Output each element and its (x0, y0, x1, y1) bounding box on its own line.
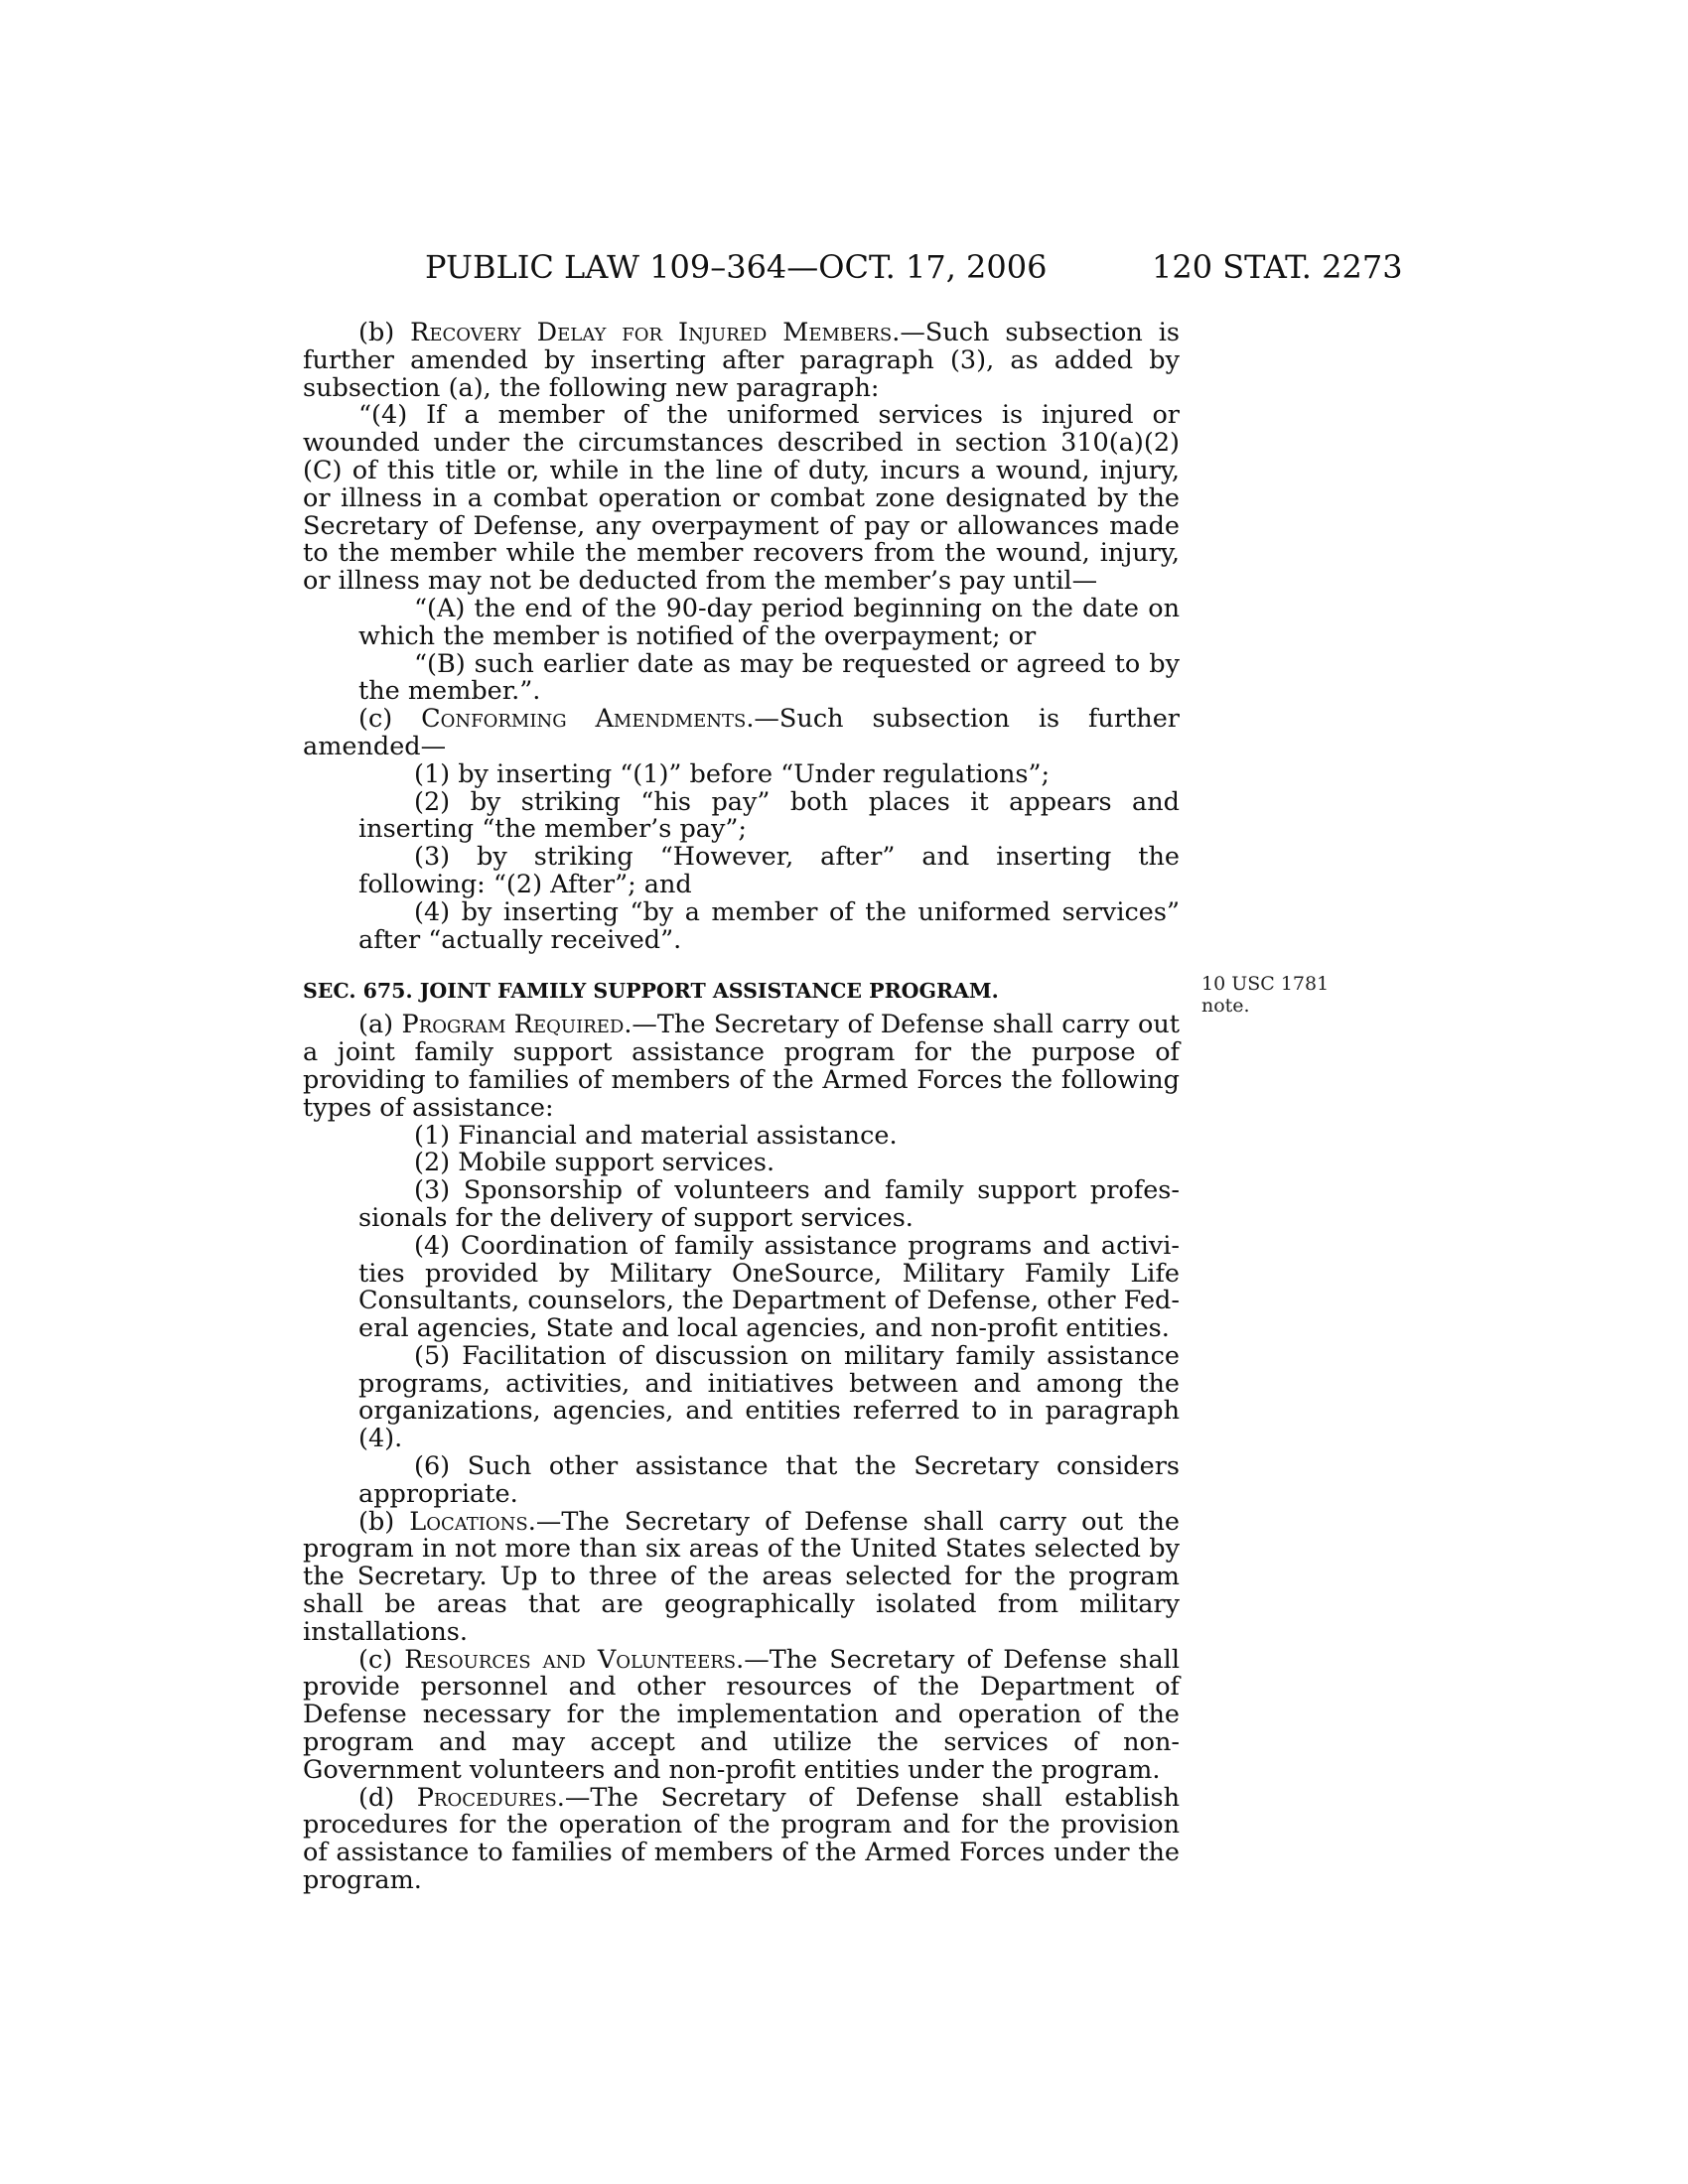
subsection-c-resources-volunteers: (c) Resources and Volunteers.—The Secretary of Defense shall provide personnel and other resources of the Department of Defense necessary for the implementation and operation of the program and may accept and utilize the services of non-Government volunteers and non-profit entities under the program. (303, 1644, 1180, 1785)
section-heading: SEC. 675. JOINT FAMILY SUPPORT ASSISTANCE PROGRAM. (303, 979, 999, 1004)
subsection-heading: Resources and Volunteers (404, 1644, 737, 1675)
subsection-c-conforming-amendments: (c) Conforming Amendments.—Such subsection is further amended— (303, 704, 1180, 761)
quoted-paragraph-4: “(4) If a member of the uniformed services is injured or wounded under the circumstances described in section 310(a)(2)(C) of this title or, while in the line of duty, incurs a wound, injury, or illness in a combat operation or combat zone designated by the Secretary of Defense, any overpayment of pay or allowances made to the member while the member recovers from the wound, injury, or illness may not be deducted from the member’s pay until— (303, 400, 1180, 597)
assistance-item-4: (4) Coordination of family assistance programs and activi- ties provided by Military OneSource, Military Family Life Consultants, counselors, the Department of Defense, other Fed- eral agencies, State and local agencies, and non-profit entities. (358, 1230, 1180, 1344)
running-header-title: PUBLIC LAW 109–364—OCT. 17, 2006 (425, 248, 1048, 286)
subsection-heading: Program Required (401, 1010, 625, 1040)
subsection-a-program-required: (a) Program Required.—The Secretary of Defense shall carry out a joint family support assistance program for the purpose of providing to families of members of the Armed Forces the following types of assistance: (303, 1010, 1180, 1123)
subsection-heading: Locations (409, 1506, 528, 1537)
margin-note-citation: 10 USC 1781 (1201, 973, 1330, 995)
amendment-item-1: (1) by inserting “(1)” before “Under regulations”; (414, 758, 1051, 789)
quoted-subparagraph-b: “(B) such earlier date as may be requested or agreed to by the member.”. (358, 648, 1180, 707)
assistance-item-2: (2) Mobile support services. (414, 1148, 775, 1178)
quoted-subparagraph-a: “(A) the end of the 90-day period beginning on the date on which the member is notified of the overpayment; or (358, 593, 1180, 651)
amendment-item-3: (3) by striking “However, after” and inserting the following: “(2) After”; and (358, 842, 1180, 899)
assistance-item-3: (3) Sponsorship of volunteers and family support profes- sionals for the delivery of support services. (358, 1175, 1180, 1233)
assistance-item-5: (5) Facilitation of discussion on military family assistance programs, activities, and initiatives between and among the organizations, agencies, and entities referred to in paragraph (4). (358, 1340, 1180, 1454)
subsection-d-procedures: (d) Procedures.—The Secretary of Defense shall establish procedures for the operation of the program and for the provision of assistance to families of members of the Armed Forces under the program. (303, 1782, 1181, 1896)
amendment-item-4: (4) by inserting “by a member of the uniformed services” after “actually received”. (358, 896, 1180, 955)
running-header-page-number: 120 STAT. 2273 (1152, 248, 1403, 286)
assistance-item-1: (1) Financial and material assistance. (414, 1120, 898, 1151)
subsection-heading: Recovery Delay for Injured Members (410, 318, 893, 347)
amendment-item-2: (2) by striking “his pay” both places it appears and inserting “the member’s pay”; (358, 786, 1180, 845)
margin-note-suffix: note. (1201, 995, 1250, 1017)
subsection-heading: Procedures (416, 1782, 557, 1813)
margin-note (1201, 973, 1331, 1017)
subsection-heading: Conforming Amendments (421, 704, 747, 735)
subsection-b-locations: (b) Locations.—The Secretary of Defense shall carry out the program in not more than six areas of the United States selected by the Secretary. Up to three of the areas selected for the program shall be areas that are geographically isolated from military installations. (303, 1506, 1181, 1647)
document-body (303, 320, 1180, 1895)
assistance-item-6: (6) Such other assistance that the Secretary considers appropriate. (358, 1451, 1180, 1509)
subsection-b-recovery-delay: (b) Recovery Delay for Injured Members.—Such subsection is further amended by inserting after paragraph (3), as added by subsection (a), the following new paragraph: (303, 318, 1180, 403)
